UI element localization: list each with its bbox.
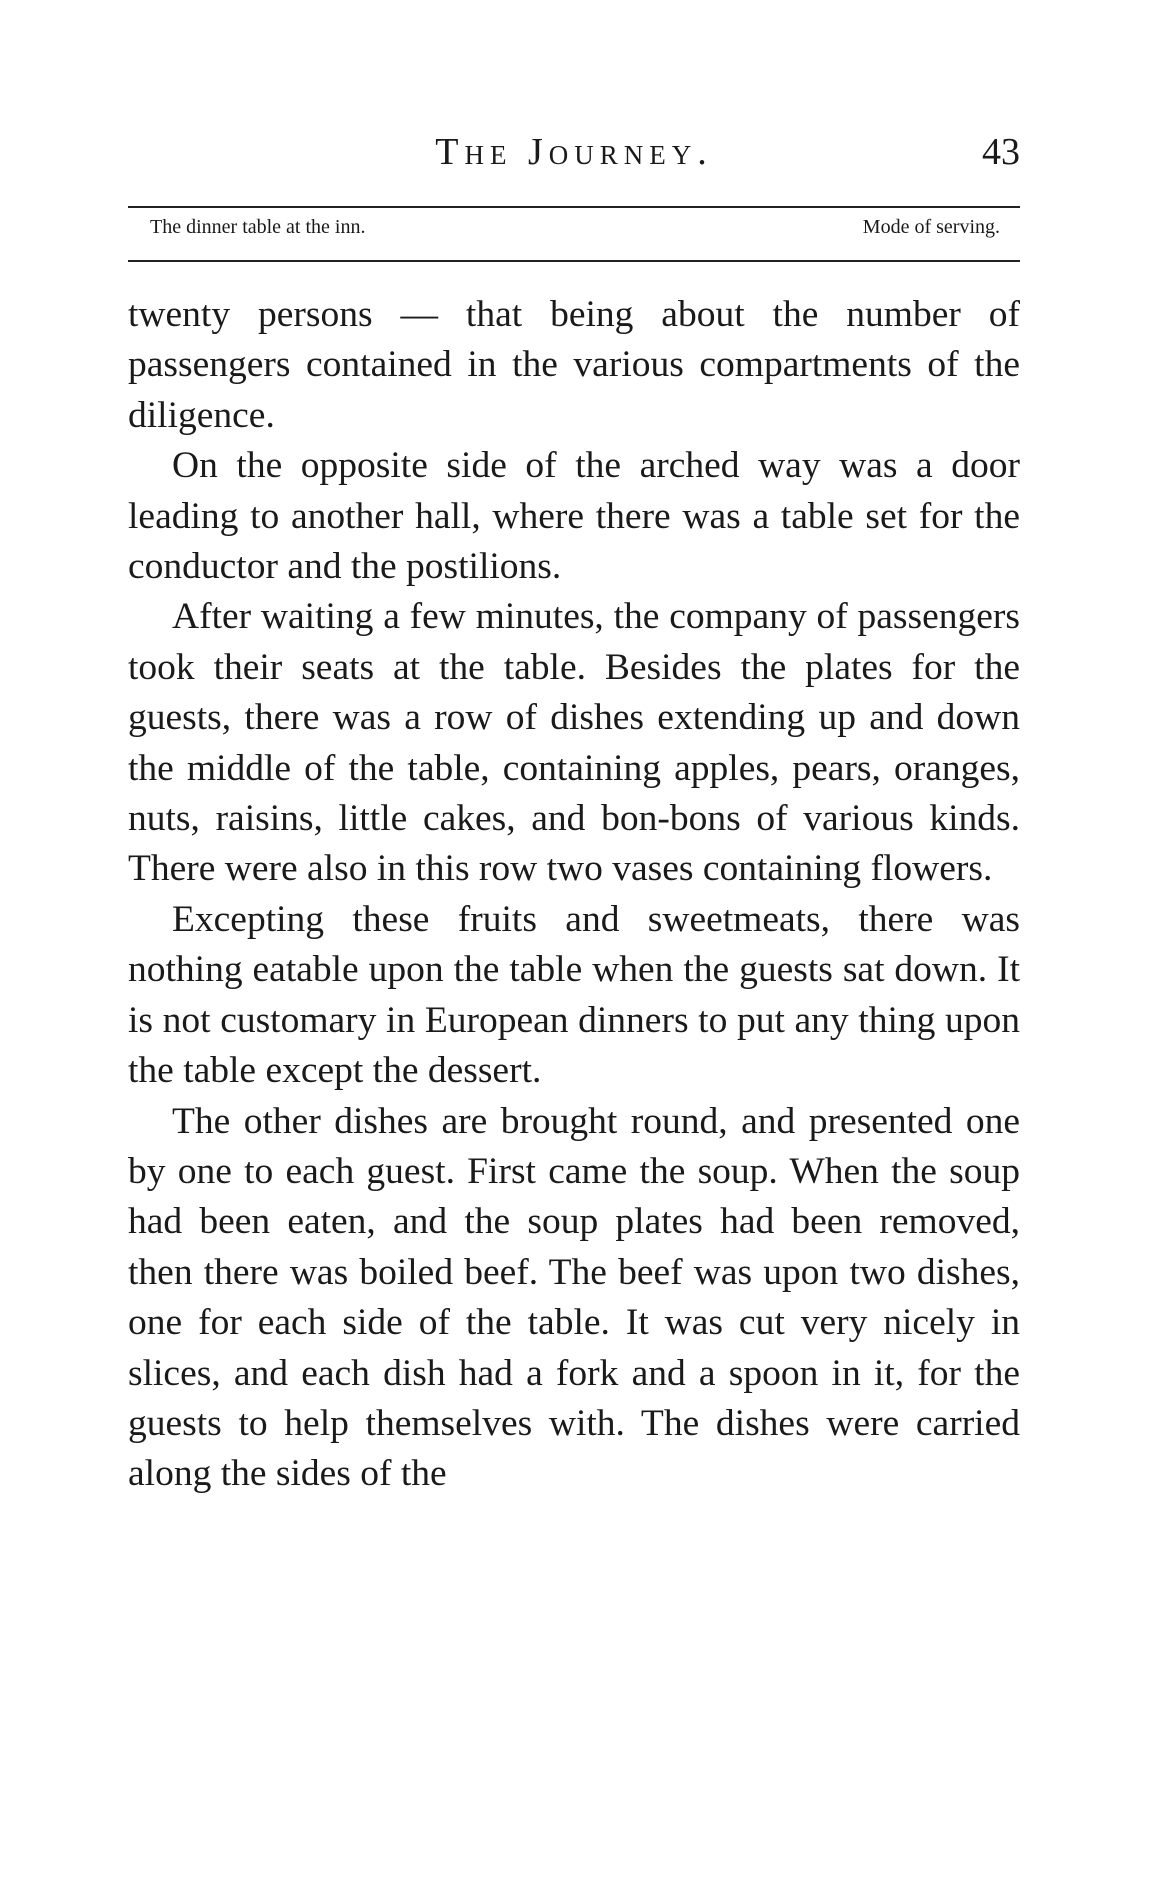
paragraph: The other dishes are brought round, and presented one by one to each guest. First came the soup. When the soup had been eaten, and the soup plates had been removed, then there was boiled beef. The beef was upon two dishes, one for each side of the table. It was cut very nicely in slices, and each dish had a fork and a spoon in it, for the guests to help themselves with. The dishes were carried along the sides of the <box>128 1100 1020 1495</box>
header-rule-bottom <box>128 260 1020 262</box>
paragraph: After waiting a few minutes, the company of passengers took their seats at the table. Besides the plates for the guests, there was a row of dishes extending up and down the middle of the table, containing apples, pears, oranges, nuts, raisins, little cakes, and bon-bons of various kinds. There were also in this row two vases containing flowers. <box>128 596 1020 890</box>
body-text <box>128 290 1020 1500</box>
paragraph: Excepting these fruits and sweetmeats, there was nothing eatable upon the table when the guests sat down. It is not customary in European dinners to put any thing upon the table except the dessert. <box>128 898 1020 1092</box>
page-number: 43 <box>982 131 1020 173</box>
subheader-left: The dinner table at the inn. <box>150 216 366 238</box>
paragraph: twenty persons — that being about the number of passengers contained in the various compartments of the diligence. <box>128 294 1020 436</box>
page-title: The Journey. <box>435 131 713 173</box>
subheader-right: Mode of serving. <box>862 216 1000 238</box>
header-rule-top <box>128 206 1020 208</box>
paragraph: On the opposite side of the arched way was a door leading to another hall, where there was a table set for the conductor and the postilions. <box>128 445 1020 588</box>
running-head <box>128 118 1020 178</box>
